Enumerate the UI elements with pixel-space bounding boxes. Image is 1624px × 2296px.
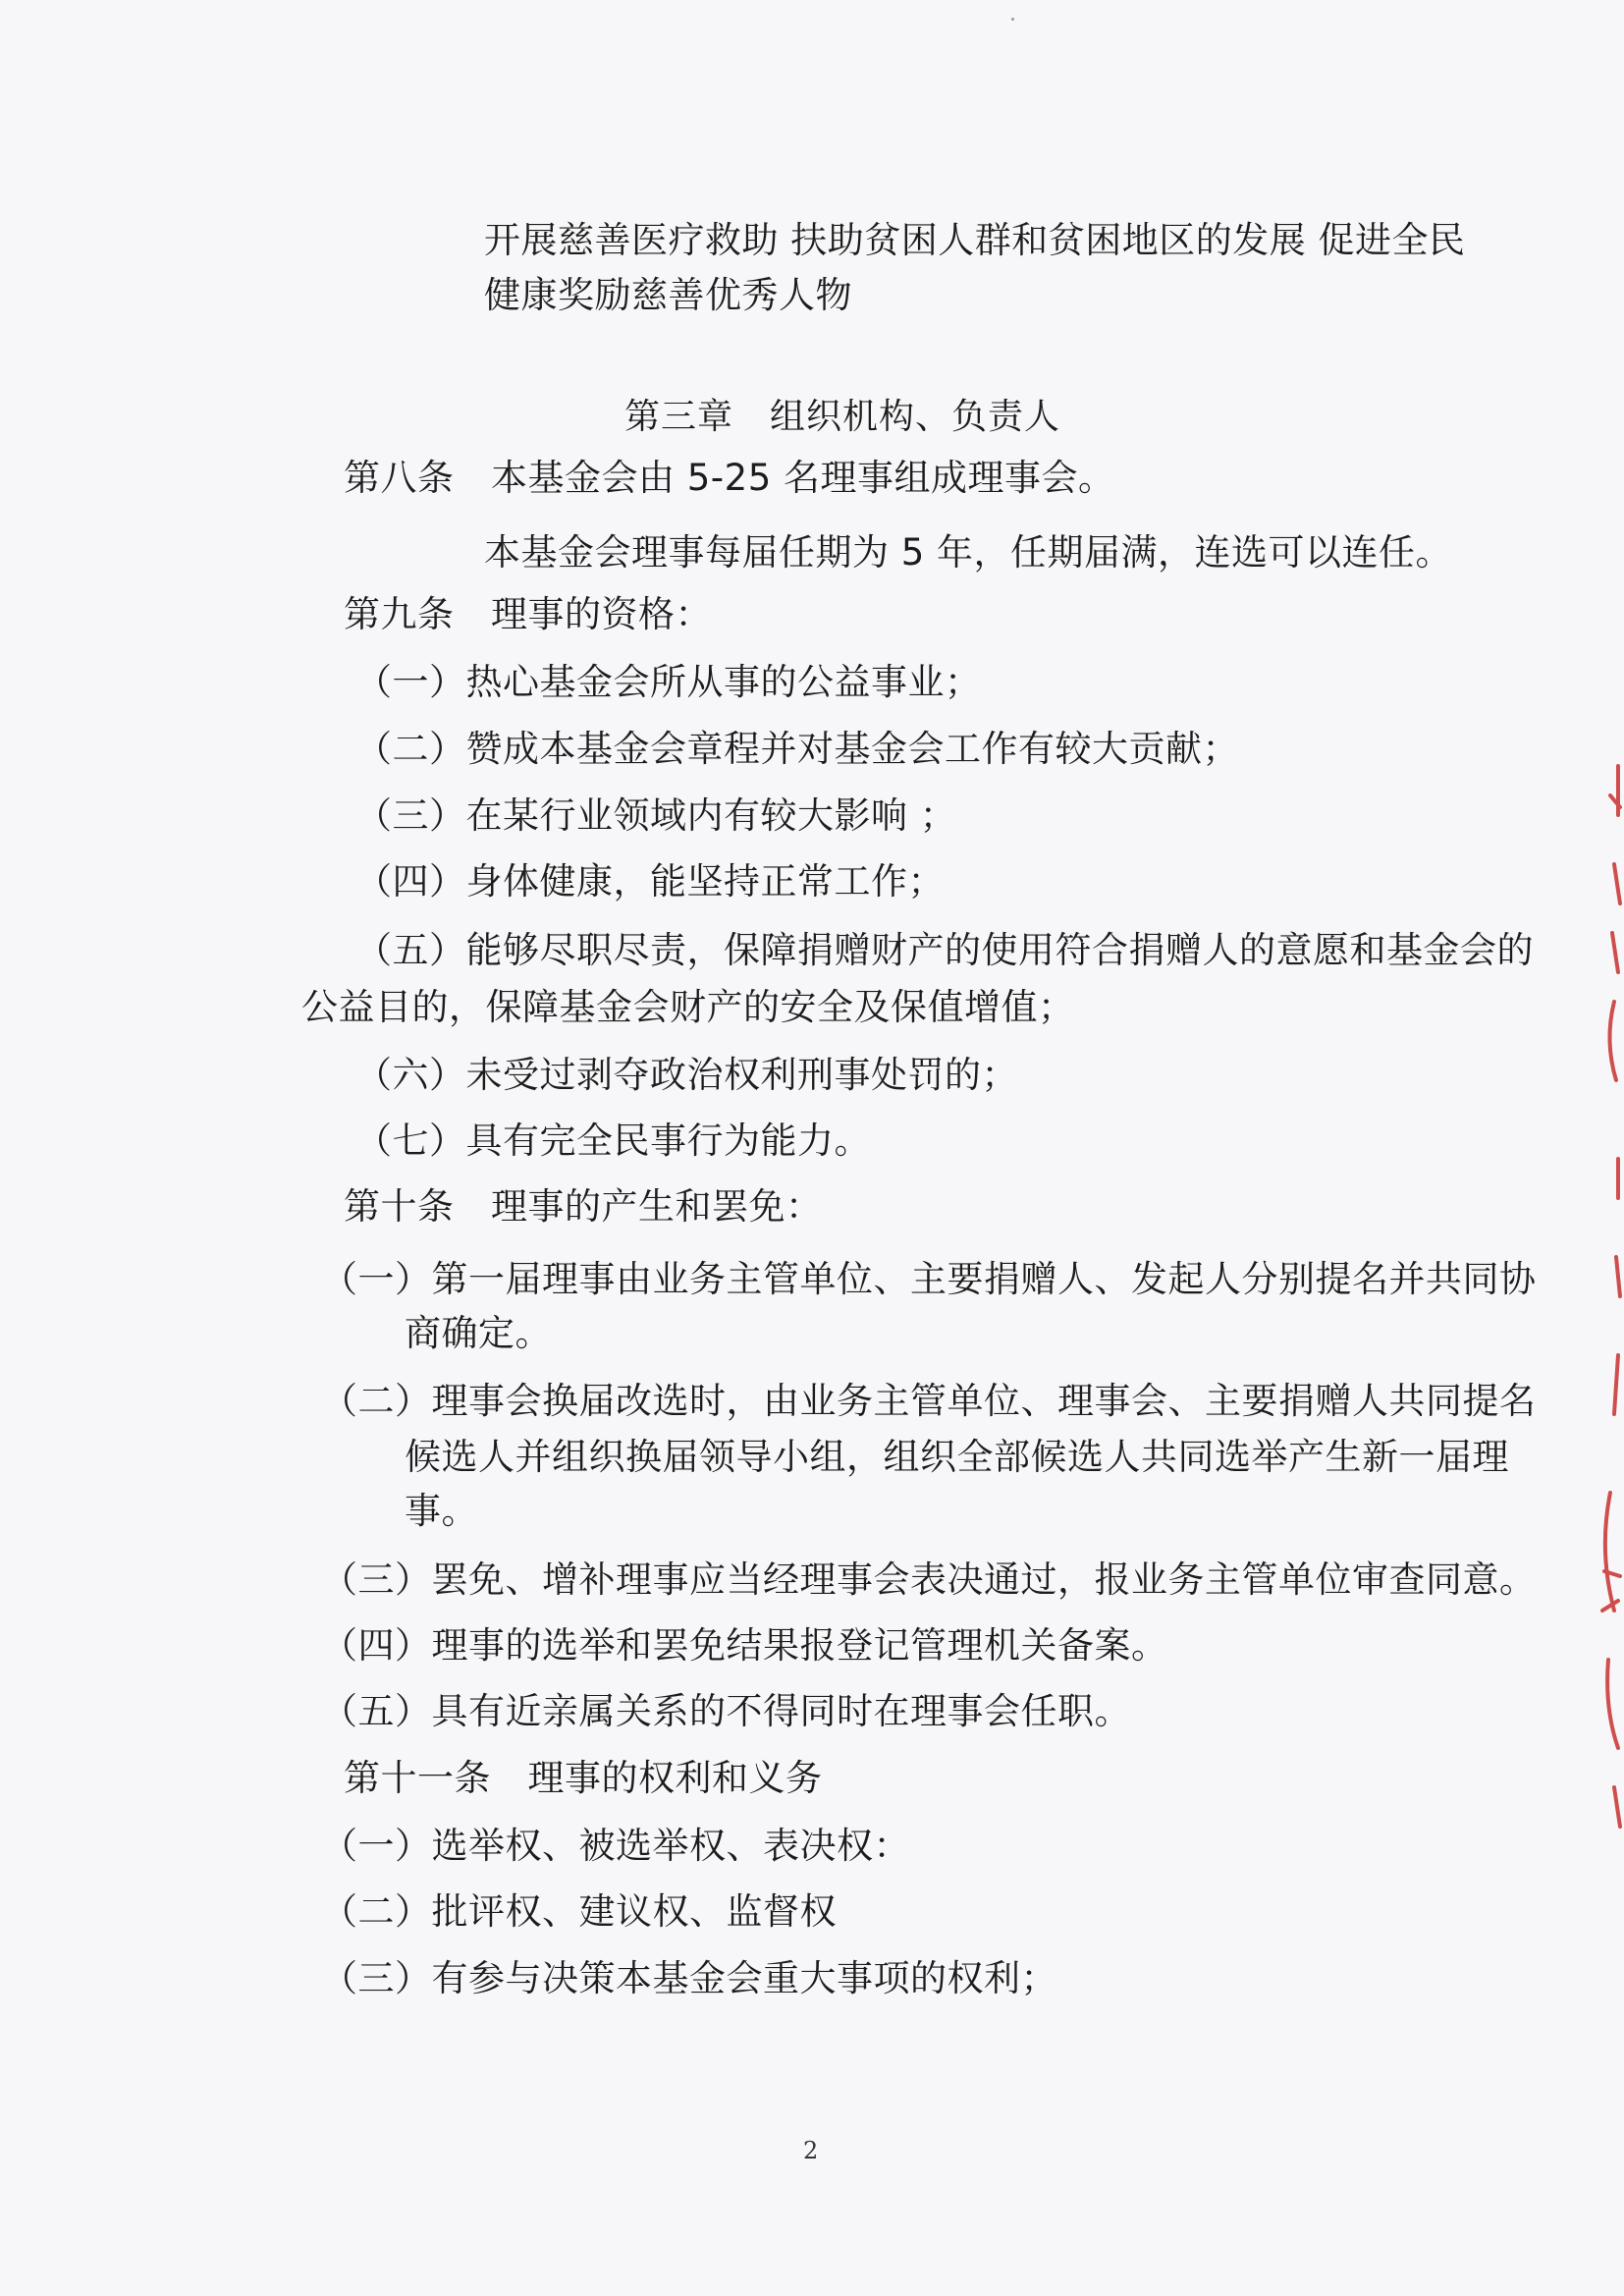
article-9-item: （七）具有完全民事行为能力。 bbox=[355, 1120, 871, 1162]
article-11-item: （一）选举权、被选举权、表决权： bbox=[321, 1825, 910, 1867]
article-10-item: （四）理事的选举和罢免结果报登记管理机关备案。 bbox=[321, 1624, 1168, 1667]
continuation-line-2: 健康奖励慈善优秀人物 bbox=[484, 274, 852, 316]
chapter-heading: 第三章 组织机构、负责人 bbox=[624, 397, 1061, 437]
scan-speck bbox=[1011, 18, 1014, 21]
article-10-item-continuation: 商确定。 bbox=[405, 1312, 552, 1354]
article-9-item: （六）未受过剥夺政治权利刑事处罚的； bbox=[355, 1054, 1018, 1096]
article-8-line-1: 第八条 本基金会由 5-25 名理事组成理事会。 bbox=[344, 457, 1115, 499]
article-10-item: （五）具有近亲属关系的不得同时在理事会任职。 bbox=[321, 1690, 1131, 1732]
article-10-item: （一）第一届理事由业务主管单位、主要捐赠人、发起人分别提名并共同协 bbox=[321, 1258, 1537, 1300]
article-10-item-continuation: 候选人并组织换届领导小组，组织全部候选人共同选举产生新一届理 bbox=[405, 1436, 1509, 1478]
article-9-item: （五）能够尽职尽责，保障捐赠财产的使用符合捐赠人的意愿和基金会的 bbox=[355, 929, 1534, 971]
article-11-item: （二）批评权、建议权、监督权 bbox=[321, 1890, 837, 1933]
seal-stamp-edge bbox=[1575, 746, 1624, 1846]
page-number: 2 bbox=[803, 2137, 819, 2164]
article-9-item: （三）在某行业领域内有较大影响 ； bbox=[355, 794, 957, 837]
article-10-item: （三）罢免、增补理事应当经理事会表决通过，报业务主管单位审查同意。 bbox=[321, 1558, 1537, 1601]
article-9-item: （四）身体健康，能坚持正常工作； bbox=[355, 860, 945, 902]
article-9-item-continuation: 公益目的，保障基金会财产的安全及保值增值； bbox=[301, 986, 1075, 1028]
article-10-item-continuation: 事。 bbox=[405, 1490, 478, 1532]
continuation-line-1: 开展慈善医疗救助 扶助贫困人群和贫困地区的发展 促进全民 bbox=[484, 219, 1466, 261]
article-9-item: （二）赞成本基金会章程并对基金会工作有较大贡献； bbox=[355, 728, 1239, 770]
article-10-title: 第十条 理事的产生和罢免： bbox=[344, 1185, 823, 1228]
article-9-item: （一）热心基金会所从事的公益事业； bbox=[355, 661, 982, 703]
article-10-item: （二）理事会换届改选时，由业务主管单位、理事会、主要捐赠人共同提名 bbox=[321, 1380, 1537, 1422]
article-8-line-2: 本基金会理事每届任期为 5 年，任期届满，连选可以连任。 bbox=[484, 531, 1453, 574]
article-11-title: 第十一条 理事的权利和义务 bbox=[344, 1757, 823, 1799]
article-9-title: 第九条 理事的资格： bbox=[344, 593, 712, 635]
article-11-item: （三）有参与决策本基金会重大事项的权利； bbox=[321, 1957, 1057, 1999]
